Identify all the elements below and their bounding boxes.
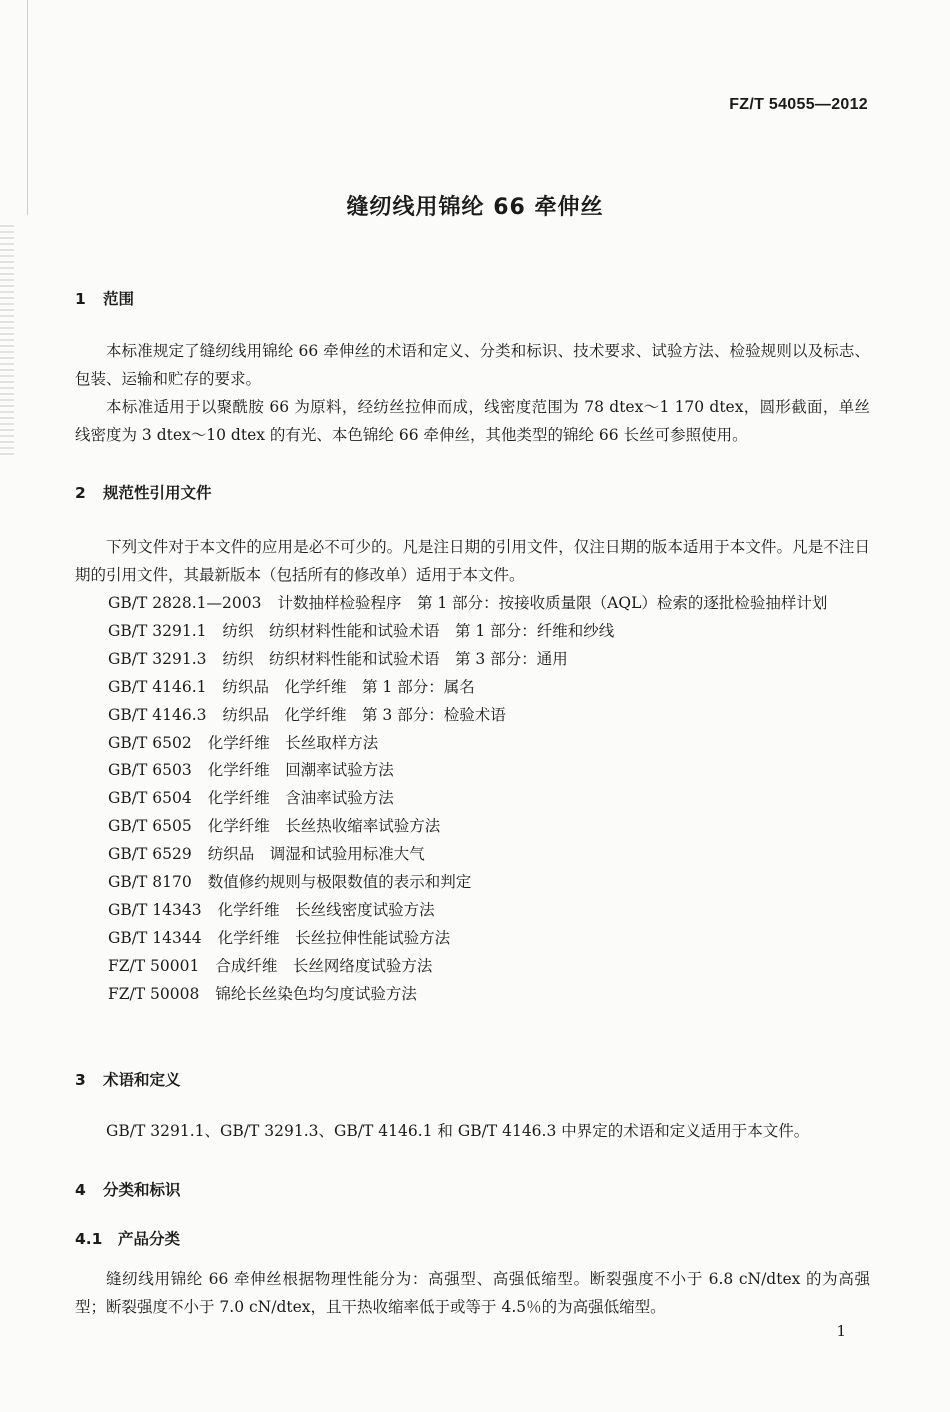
reference-code: GB/T 6503	[108, 761, 192, 780]
reference-item	[75, 869, 875, 897]
section-number: 2	[75, 484, 86, 502]
reference-title: 化学纤维 长丝线密度试验方法	[217, 900, 435, 919]
reference-title: 纺织 纺织材料性能和试验术语 第 1 部分：纤维和纱线	[222, 621, 615, 640]
classification-paragraph: 缝纫线用锦纶 66 牵伸丝根据物理性能分为：高强型、高强低缩型。断裂强度不小于 6.8 cN/dtex 的为高强型；断裂强度不小于 7.0 cN/dtex，且干热收缩率低于或等于 4.5％的为高强低缩型。	[75, 1270, 870, 1316]
reference-title: 化学纤维 回潮率试验方法	[207, 761, 394, 780]
page-number: 1	[836, 1322, 846, 1340]
section-title: 范围	[103, 290, 135, 308]
scan-edge-line	[27, 0, 28, 215]
reference-item	[75, 702, 875, 730]
scan-margin-artifact	[0, 225, 14, 455]
reference-item	[75, 953, 875, 981]
reference-item	[75, 674, 875, 702]
reference-code: GB/T 3291.1	[108, 621, 207, 640]
subsection-heading-product-classification	[75, 1227, 180, 1249]
reference-item	[75, 841, 875, 869]
section-number: 4	[75, 1181, 86, 1199]
reference-title: 数值修约规则与极限数值的表示和判定	[207, 873, 472, 892]
section-heading-scope	[75, 287, 134, 309]
reference-title: 纺织品 化学纤维 第 1 部分：属名	[222, 677, 475, 696]
section-heading-terms	[75, 1068, 181, 1090]
reference-title: 锦纶长丝染色均匀度试验方法	[215, 984, 417, 1003]
reference-code: GB/T 6504	[108, 789, 192, 808]
section-title: 术语和定义	[103, 1071, 181, 1089]
reference-item	[75, 730, 875, 758]
scope-paragraph-2: 本标准适用于以聚酰胺 66 为原料，经纺丝拉伸而成，线密度范围为 78 dtex～1 170 dtex，圆形截面，单丝线密度为 3 dtex～10 dtex 的有光、本色锦纶 66 牵伸丝，其他类型的锦纶 66 长丝可参照使用。	[75, 398, 870, 444]
reference-code: GB/T 14344	[108, 928, 202, 947]
reference-title: 化学纤维 长丝热收缩率试验方法	[207, 817, 441, 836]
reference-item	[75, 757, 875, 785]
reference-code: FZ/T 50008	[108, 984, 200, 1003]
reference-item	[75, 785, 875, 813]
references-intro-paragraph: 下列文件对于本文件的应用是必不可少的。凡是注日期的引用文件，仅注日期的版本适用于本文件。凡是不注日期的引用文件，其最新版本（包括所有的修改单）适用于本文件。	[75, 538, 870, 584]
reference-code: GB/T 4146.3	[108, 705, 207, 724]
section-number: 4.1	[75, 1230, 103, 1248]
section-title: 产品分类	[118, 1230, 181, 1248]
section-heading-classification	[75, 1178, 181, 1200]
section-heading-normative-references	[75, 481, 212, 503]
scope-paragraph-1: 本标准规定了缝纫线用锦纶 66 牵伸丝的术语和定义、分类和标识、技术要求、试验方法、检验规则以及标志、包装、运输和贮存的要求。	[75, 342, 870, 388]
reference-item	[75, 897, 875, 925]
reference-item	[75, 925, 875, 953]
document-title: 缝纫线用锦纶 66 牵伸丝	[346, 195, 604, 220]
reference-code: GB/T 8170	[108, 873, 192, 892]
reference-item	[75, 981, 875, 1009]
reference-title: 化学纤维 含油率试验方法	[207, 789, 394, 808]
section-title: 分类和标识	[103, 1181, 181, 1199]
reference-code: GB/T 6505	[108, 817, 192, 836]
reference-code: GB/T 3291.3	[108, 649, 207, 668]
reference-title: 计数抽样检验程序 第 1 部分：按接收质量限（AQL）检索的逐批检验抽样计划	[277, 594, 828, 612]
reference-code: GB/T 14343	[108, 900, 202, 919]
section-number: 3	[75, 1071, 86, 1089]
reference-code: GB/T 2828.1—2003	[108, 594, 262, 612]
reference-title: 纺织品 化学纤维 第 3 部分：检验术语	[222, 705, 506, 724]
reference-list	[75, 590, 875, 1009]
section-number: 1	[75, 290, 86, 308]
reference-item	[75, 646, 875, 674]
reference-title: 纺织 纺织材料性能和试验术语 第 3 部分：通用	[222, 649, 568, 668]
terms-paragraph: GB/T 3291.1、GB/T 3291.3、GB/T 4146.1 和 GB/T 4146.3 中界定的术语和定义适用于本文件。	[106, 1122, 810, 1140]
reference-item	[75, 618, 875, 646]
reference-title: 化学纤维 长丝取样方法	[207, 733, 379, 752]
standard-code: FZ/T 54055—2012	[729, 96, 868, 113]
reference-title: 合成纤维 长丝网络度试验方法	[215, 956, 433, 975]
reference-code: FZ/T 50001	[108, 956, 200, 975]
reference-code: GB/T 6502	[108, 733, 192, 752]
reference-item	[75, 590, 875, 618]
reference-code: GB/T 6529	[108, 845, 192, 864]
reference-title: 化学纤维 长丝拉伸性能试验方法	[217, 928, 451, 947]
section-title: 规范性引用文件	[103, 484, 212, 502]
reference-title: 纺织品 调湿和试验用标准大气	[207, 845, 425, 864]
reference-code: GB/T 4146.1	[108, 677, 207, 696]
reference-item	[75, 813, 875, 841]
